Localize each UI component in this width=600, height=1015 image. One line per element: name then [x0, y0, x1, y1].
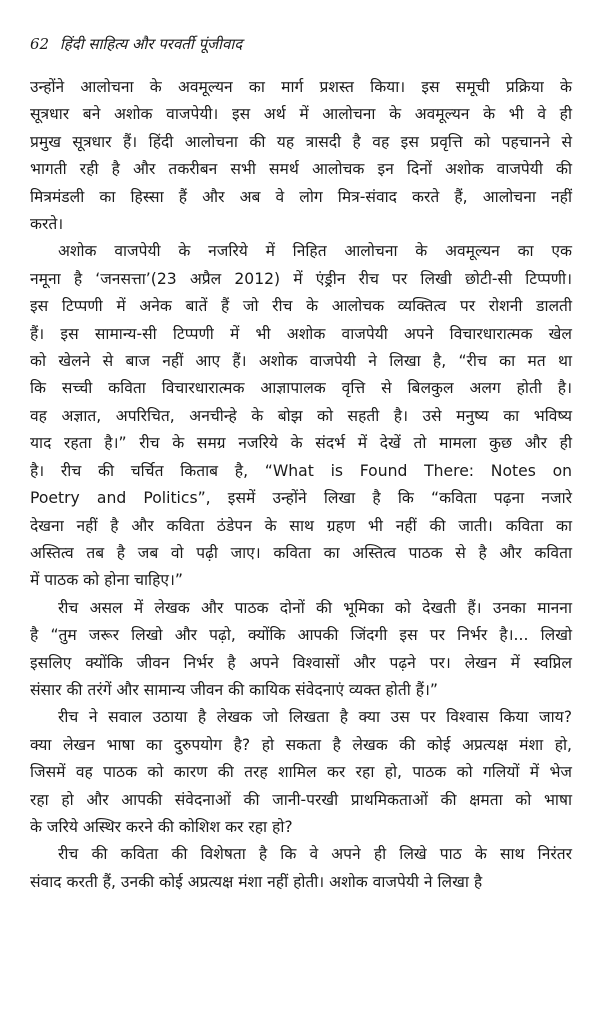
text-line: रीच असल में लेखक और पाठक दोनों की भूमिका को देखती हैं। उनका मानना	[58, 598, 572, 617]
text-line: याद रहता है।” रीच के समग्र नजरिये के संदर्भ में देखें तो मामला कुछ और ही	[30, 434, 572, 453]
paragraph	[30, 841, 572, 896]
text-line: अस्तित्व तब है जब वो पढ़ी जाए। कविता का अस्तित्व पाठक से है और कविता	[30, 543, 572, 562]
body-text	[30, 74, 572, 896]
text-line: देखना नहीं है और कविता ठंडेपन के साथ ग्रहण भी नहीं की जाती। कविता का	[30, 516, 572, 535]
text-line: प्रमुख सूत्रधार हैं। हिंदी आलोचना की यह त्रासदी है वह इस प्रवृत्ति को पहचानने से	[30, 132, 572, 151]
running-title: हिंदी साहित्य और परवर्ती पूंजीवाद	[59, 35, 243, 53]
running-header	[30, 34, 572, 54]
text-line: Poetry and Politics”, इसमें उन्होंने लिखा है कि “कविता पढ़ना नजारे	[30, 489, 572, 508]
text-line: है। रीच की चर्चित किताब है, “What is Found There: Notes on	[30, 461, 572, 480]
paragraph	[30, 704, 572, 841]
text-line: में पाठक को होना चाहिए।”	[30, 571, 183, 590]
text-line: संसार की तरंगें और सामान्य जीवन की कायिक संवेदनाएं व्यक्त होती हैं।”	[30, 680, 438, 699]
paragraph	[30, 238, 572, 594]
text-line: उन्होंने आलोचना के अवमूल्यन का मार्ग प्रशस्त किया। इस समूची प्रक्रिया के	[30, 78, 572, 96]
text-line: इसलिए क्योंकि जीवन निर्भर है अपने विश्वासों और पढ़ने पर। लेखन में स्वप्निल	[30, 653, 572, 672]
text-line: अशोक वाजपेयी के नजरिये में निहित आलोचना के अवमूल्यन का एक	[58, 242, 572, 261]
text-line: कि सच्ची कविता विचारधारात्मक आज्ञापालक वृत्ति से बिलकुल अलग होती है।	[30, 379, 572, 398]
text-line: मित्रमंडली का हिस्सा हैं और अब वे लोग मित्र-संवाद करते हैं, आलोचना नहीं	[30, 187, 572, 206]
text-line: है “तुम जरूर लिखो और पढ़ो, क्योंकि आपकी जिंदगी इस पर निर्भर है।... लिखो	[30, 626, 572, 645]
text-line: के जरिये अस्थिर करने की कोशिश कर रहा हो?	[30, 817, 293, 836]
text-line: जिसमें वह पाठक को कारण की तरह शामिल कर रहा हो, पाठक को गलियों में भेज	[30, 763, 572, 782]
paragraph	[30, 595, 572, 705]
text-line: भागती रही है और तकरीबन सभी समर्थ आलोचक इन दिनों अशोक वाजपेयी की	[30, 160, 572, 179]
text-line: संवाद करती हैं, उनकी कोई अप्रत्यक्ष मंशा नहीं होती। अशोक वाजपेयी ने लिखा है	[30, 872, 483, 891]
text-line: को खेलने से बाज नहीं आए हैं। अशोक वाजपेयी ने लिखा है, “रीच का मत था	[30, 352, 572, 371]
text-line: हैं। इस सामान्य-सी टिप्पणी में भी अशोक वाजपेयी अपने विचारधारात्मक खेल	[30, 324, 572, 343]
text-line: करते।	[30, 215, 64, 234]
text-line: रहा हो और आपकी संवेदनाओं की जानी-परखी प्राथमिकताओं की क्षमता को भाषा	[30, 790, 572, 809]
text-line: नमूना है ‘जनसत्ता’(23 अप्रैल 2012) में एंड्रीन रीच पर लिखी छोटी-सी टिप्पणी।	[30, 269, 572, 288]
text-line: रीच ने सवाल उठाया है लेखक जो लिखता है क्या उस पर विश्वास किया जाय?	[58, 708, 572, 727]
paragraph	[30, 74, 572, 238]
text-line: रीच की कविता की विशेषता है कि वे अपने ही लिखे पाठ के साथ निरंतर	[58, 845, 572, 864]
text-line: सूत्रधार बने अशोक वाजपेयी। इस अर्थ में आलोचना के अवमूल्यन के भी वे ही	[30, 105, 572, 124]
text-line: वह अज्ञात, अपरिचित, अनचीन्हे के बोझ को सहती है। उसे मनुष्य का भविष्य	[30, 406, 572, 425]
text-line: इस टिप्पणी में अनेक बातें हैं जो रीच के आलोचक व्यक्तित्व पर रोशनी डालती	[30, 297, 572, 316]
text-line: क्या लेखन भाषा का दुरुपयोग है? हो सकता है लेखक की कोई अप्रत्यक्ष मंशा हो,	[30, 735, 572, 754]
page-number: 62	[30, 35, 50, 53]
